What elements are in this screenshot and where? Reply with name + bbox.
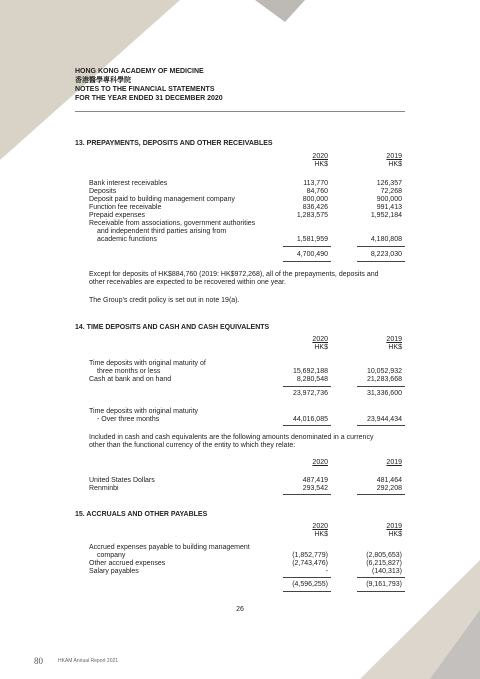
table-cell-2020: 8,280,548 bbox=[296, 376, 328, 383]
table-row-label: Bank interest receivables bbox=[89, 180, 168, 187]
table-cell-2020: 15,692,188 bbox=[292, 368, 328, 375]
section-14-title: 14. TIME DEPOSITS AND CASH AND CASH EQUIVALENTS bbox=[75, 324, 270, 331]
table-row-label: Other accrued expenses bbox=[89, 560, 166, 567]
s15-currency-2: HK$ bbox=[388, 531, 402, 538]
subtotal-rule bbox=[357, 577, 405, 578]
total-2020: (4,596,255) bbox=[292, 581, 328, 588]
s14-currency-2: HK$ bbox=[388, 344, 402, 351]
subtotal-rule bbox=[283, 386, 331, 387]
s13-credit-policy-note: The Group’s credit policy is set out in note 19(a). bbox=[89, 297, 240, 304]
table-row-label: Deposit paid to building management company bbox=[89, 196, 235, 203]
subtotal-rule bbox=[357, 386, 405, 387]
s13-year-2020: 2020 bbox=[312, 153, 328, 160]
year-title: FOR THE YEAR ENDED 31 DECEMBER 2020 bbox=[75, 95, 223, 102]
table-row-label: United States Dollars bbox=[89, 477, 155, 484]
table-cell-2019: (6,215,827) bbox=[366, 560, 402, 567]
s14-note-line1: Included in cash and cash equivalents are the following amounts denominated in a currency bbox=[89, 434, 374, 441]
total-rule bbox=[283, 591, 331, 592]
table-row-label: Salary payables bbox=[89, 568, 139, 575]
table-cell-2020: 84,760 bbox=[306, 188, 328, 195]
table-cell-2020: 836,426 bbox=[302, 204, 328, 211]
s13-currency-2: HK$ bbox=[388, 161, 402, 168]
total-rule bbox=[357, 425, 405, 426]
subtotal-2020: 23,972,736 bbox=[292, 390, 328, 397]
table-row-label-cont: company bbox=[97, 552, 126, 559]
table-cell-2019: 126,357 bbox=[376, 180, 402, 187]
table-cell-2019: 4,180,808 bbox=[370, 236, 402, 243]
table-cell-2019: 991,413 bbox=[376, 204, 402, 211]
s14-note-line2: other than the functional currency of the entity to which they relate: bbox=[89, 442, 296, 449]
table-cell-2019: 72,268 bbox=[380, 188, 402, 195]
table-cell-2019: (2,805,653) bbox=[366, 552, 402, 559]
currency-year-2020: 2020 bbox=[312, 459, 328, 466]
total-2019: (9,161,793) bbox=[366, 581, 402, 588]
total-rule bbox=[357, 261, 405, 262]
table-cell-2020: 800,000 bbox=[302, 196, 328, 203]
table-cell-2020: 1,581,959 bbox=[296, 236, 328, 243]
table-cell-2020: (2,743,476) bbox=[292, 560, 328, 567]
table-row-label: Deposits bbox=[89, 188, 117, 195]
table-cell-2020: 293,542 bbox=[302, 485, 328, 492]
total-rule bbox=[283, 425, 331, 426]
table-row-label-cont: - Over three months bbox=[97, 416, 160, 423]
notes-title: NOTES TO THE FINANCIAL STATEMENTS bbox=[75, 86, 215, 93]
table-cell-2020: 44,016,085 bbox=[292, 416, 328, 423]
total-2019: 8,223,030 bbox=[370, 251, 402, 258]
footer-page-number: 80 bbox=[34, 656, 43, 666]
s13-year-2019: 2019 bbox=[386, 153, 402, 160]
table-row-label-cont: academic functions bbox=[97, 236, 157, 243]
section-15-title: 15. ACCRUALS AND OTHER PAYABLES bbox=[75, 511, 208, 518]
s15-year-2019: 2019 bbox=[386, 523, 402, 530]
table-cell-2019: 1,952,184 bbox=[370, 212, 402, 219]
table-row-label: Function fee receivable bbox=[89, 204, 162, 211]
s15-year-2020: 2020 bbox=[312, 523, 328, 530]
header-divider bbox=[75, 111, 405, 112]
table-cell-2019: 21,283,668 bbox=[366, 376, 402, 383]
currency-year-2019: 2019 bbox=[386, 459, 402, 466]
table-cell-2019: 481,464 bbox=[376, 477, 402, 484]
total-rule bbox=[283, 261, 331, 262]
subtotal-rule bbox=[357, 246, 405, 247]
page-number: 26 bbox=[236, 606, 244, 613]
table-cell-2019: 292,208 bbox=[376, 485, 402, 492]
org-name: HONG KONG ACADEMY OF MEDICINE bbox=[75, 68, 204, 75]
table-cell-2019: 23,944,434 bbox=[366, 416, 402, 423]
table-row-label-cont: three months or less bbox=[97, 368, 161, 375]
total-rule bbox=[283, 494, 331, 495]
table-row-label: Prepaid expenses bbox=[89, 212, 146, 219]
s13-note-line1: Except for deposits of HK$884,760 (2019: HK$972,268), all of the prepayments, deposits and bbox=[89, 271, 379, 278]
table-cell-2019: 900,000 bbox=[376, 196, 402, 203]
s13-note-line2: other receivables are expected to be recovered within one year. bbox=[89, 279, 286, 286]
table-row-label: Renminbi bbox=[89, 485, 119, 492]
table-row-label: Time deposits with original maturity of bbox=[89, 360, 206, 367]
s14-year-2019: 2019 bbox=[386, 336, 402, 343]
table-cell-2020: (1,852,779) bbox=[292, 552, 328, 559]
table-row-label: Accrued expenses payable to building management bbox=[89, 544, 250, 551]
section-13-title: 13. PREPAYMENTS, DEPOSITS AND OTHER RECEIVABLES bbox=[75, 140, 273, 147]
s14-currency-1: HK$ bbox=[314, 344, 328, 351]
table-row-label: Receivable from associations, government authorities bbox=[89, 220, 256, 227]
total-2020: 4,700,490 bbox=[296, 251, 328, 258]
s15-currency-1: HK$ bbox=[314, 531, 328, 538]
s13-currency-1: HK$ bbox=[314, 161, 328, 168]
subtotal-rule bbox=[283, 577, 331, 578]
table-cell-2019: 10,052,932 bbox=[366, 368, 402, 375]
s14-year-2020: 2020 bbox=[312, 336, 328, 343]
table-cell-2020: - bbox=[325, 568, 328, 575]
table-cell-2020: 487,419 bbox=[302, 477, 328, 484]
subtotal-rule bbox=[283, 246, 331, 247]
table-cell-2019: (140,313) bbox=[372, 568, 402, 575]
table-row-label: Time deposits with original maturity bbox=[89, 408, 199, 415]
table-row-label: Cash at bank and on hand bbox=[89, 376, 172, 383]
subtotal-2019: 31,336,600 bbox=[366, 390, 402, 397]
table-cell-2020: 1,283,575 bbox=[296, 212, 328, 219]
org-name-chinese: 香港醫學專科學院 bbox=[75, 77, 131, 84]
footer-report-title: HKAM Annual Report 2021 bbox=[58, 658, 119, 664]
total-rule bbox=[357, 494, 405, 495]
table-cell-2020: 113,770 bbox=[303, 180, 328, 187]
table-row-label-cont: and independent third parties arising from bbox=[97, 228, 227, 235]
total-rule bbox=[357, 591, 405, 592]
